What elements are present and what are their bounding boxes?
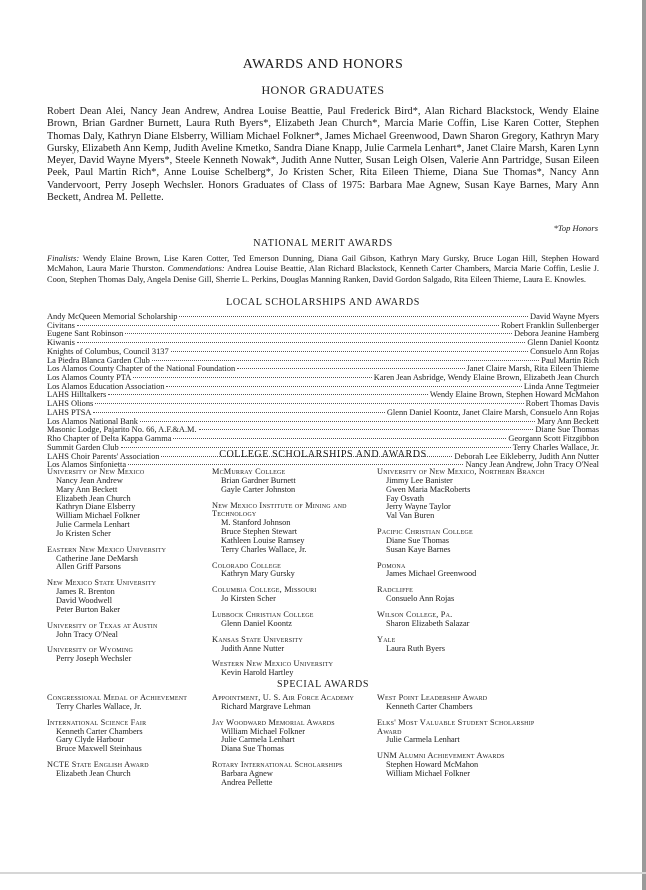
award-organization: Appointment, U. S. Air Force Academy [212,693,355,702]
award-organization: Rotary International Scholarships [212,760,343,770]
award-recipient: John Tracy O'Neal [56,629,118,639]
scholarship-row [47,391,599,400]
award-organization: Congressional Medal of Achievement [47,693,188,702]
scholarship-award: Andy McQueen Memorial Scholarship [47,312,178,321]
award-organization: University of New Mexico, Northern Branch [377,467,545,476]
award-organization: McMurray College [212,467,286,476]
award-recipient: Glenn Daniel Koontz [221,618,292,628]
top-honors-footnote: *Top Honors [553,223,598,233]
award-recipient: Diane Sue Thomas [386,535,449,545]
scholarship-recipients: Georgann Scott Fitzgibbon [508,434,599,444]
award-recipient: Diana Sue Thomas [221,744,284,754]
scholarship-recipients: Wendy Elaine Brown, Stephen Howard McMahon [429,390,599,400]
scholarship-recipients: Linda Anne Tegtmeier [523,381,599,391]
award-recipient: Gary Clyde Harbour [56,735,125,745]
scholarship-recipients: Mary Ann Beckett [537,416,599,426]
college-scholarships-heading: COLLEGE SCHOLARSHIPS AND AWARDS [219,449,427,460]
award-organization: NCTE State English Award [47,760,149,770]
award-group [377,562,547,580]
award-recipient: Val Van Buren [386,511,435,521]
award-recipient: Kenneth Carter Chambers [56,726,143,736]
special-column-1 [47,694,209,786]
award-recipient: Jerry Wayne Taylor [386,502,451,512]
award-recipient: Kathryn Diane Elsberry [56,502,136,512]
award-recipient: Kevin Harold Hartley [221,668,294,678]
award-group [377,611,547,629]
award-recipient: William Michael Folkner [386,768,470,778]
dot-leader [173,438,506,439]
dot-leader [121,447,511,448]
award-organization: Yale [377,634,396,644]
award-recipient: Richard Margrave Lehman [221,701,311,711]
scholarship-award: Los Alamos County PTA [47,373,132,383]
award-organization: University of New Mexico [47,467,145,476]
award-recipient: Sharon Elizabeth Salazar [386,618,470,628]
special-awards-heading: SPECIAL AWARDS [277,679,369,690]
scholarship-recipients: Terry Charles Wallace, Jr. [512,442,599,452]
award-group [212,660,374,678]
award-organization: Eastern New Mexico University [47,544,167,554]
award-recipient: Jo Kirsten Scher [221,594,276,604]
scholarship-award: Los Alamos County Chapter of the National Foundation [47,364,236,374]
award-group [47,719,209,754]
dot-leader [108,394,428,395]
college-column-3 [377,468,547,660]
award-recipient: Julie Carmela Lenhart [386,735,460,745]
local-scholarships-list [47,313,599,470]
award-recipient: Catherine Jane DeMarsh [56,553,139,563]
award-recipient: James R. Brenton [56,587,115,597]
college-column-2 [212,468,374,685]
award-recipient: Susan Kaye Barnes [386,544,451,554]
award-recipient: Consuelo Ann Rojas [386,594,455,604]
award-recipient: Kathleen Louise Ramsey [221,535,305,545]
scholarship-recipients: Karen Jean Asbridge, Wendy Elaine Brown, Elizabeth Jean Church [373,373,599,383]
award-group [47,646,207,664]
award-organization: UNM Alumni Achievement Awards [377,751,505,761]
scholarship-award: La Piedra Blanca Garden Club [47,355,150,365]
award-recipient: James Michael Greenwood [386,569,477,579]
award-recipient: Julie Carmela Lenhart [221,735,295,745]
award-organization: Jay Woodward Memorial Awards [212,717,335,727]
dot-leader [95,403,523,404]
award-organization: Lubbock Christian College [212,609,314,619]
award-group [377,586,547,604]
page-title: AWARDS AND HONORS [242,57,404,72]
award-recipient: Fay Osvath [386,493,425,503]
dot-leader [171,351,528,352]
award-recipient: Judith Anne Nutter [221,643,285,653]
scholarship-award: Rho Chapter of Delta Kappa Gamma [47,434,172,444]
dot-leader [199,429,534,430]
local-scholarships-heading: LOCAL SCHOLARSHIPS AND AWARDS [226,297,420,308]
scholarship-award: Kiwanis [47,338,75,348]
scholarship-award: Los Alamos Sinfonietta [47,460,127,470]
honor-graduates-list: Robert Dean Alei, Nancy Jean Andrew, Andrea Louise Beattie, Paul Frederick Bird*, Alan Richard Blackstock, Wendy Elaine Brown, Brian Gardner Burnett, Laura Ruth Byers*, Elizabeth Jean Church*, Marcia Marie Coffin, Lise Karen Cotter, Stephen Thomas Daly, Kathryn Diane Elsberry, William Michael Folkner*, James Michael Greenwood, Dawn Sharon Gregory, Kathryn Mary Gursky, Elizabeth Ann Kemp, Judith Aveline Kmetko, Sandra Diane Knapp, Julie Carmela Lenhart*, Janet Claire Marsh, Karen Lynn Meyer, David Wayne Myers*, Steele Kenneth Nowak*, Judith Anne Nutter, Susan Leigh Olsen, Valerie Ann Partridge, Susan Eileen Peek, Paul Martin Rich*, Anne Louise Schelberg*, Jo Kristen Scher, Rita Eileen Thieme, Diana Sue Thomas*, Nancy Ann Vandervoort, Perry Joseph Wechsler. Honors Graduates of Class of 1975: Barbara Mae Agnew, Susan Kaye Barnes, Mary Ann Beckett, Andrea M. Pellette. [47,106,599,204]
award-group [377,694,547,712]
award-organization: Elks' Most Valuable Student Scholarship Award [377,717,535,736]
scholarship-award: Civitans [47,320,75,330]
award-organization: New Mexico Institute of Mining and Technology [212,500,347,519]
award-organization: Kansas State University [212,634,303,644]
scholarship-recipients: Robert Thomas Davis [525,399,599,409]
scholarship-award: Summit Garden Club [47,442,119,452]
special-column-2 [212,694,374,795]
award-group [212,636,374,654]
award-recipient: Brian Gardner Burnett [221,475,296,485]
dot-leader [77,325,499,326]
dot-leader [93,412,384,413]
scholarship-recipients: David Wayne Myers [530,312,599,321]
scholarship-recipients: Glenn Daniel Koontz, Janet Claire Marsh, Consuelo Ann Rojas [386,407,599,417]
award-recipient: Nancy Jean Andrew [56,475,123,485]
award-organization: Radcliffe [377,585,414,595]
award-recipient: Bruce Stephen Stewart [221,527,298,537]
dot-leader [128,464,463,465]
award-group [212,611,374,629]
honor-graduates-heading: HONOR GRADUATES [261,83,385,97]
award-recipient: Barbara Agnew [221,768,273,778]
award-recipient: Terry Charles Wallace, Jr. [221,544,307,554]
commendations-names: Andrea Louise Beattie, Alan Richard Blackstock, Kenneth Carter Chambers, Marcia Marie Coffin, Leslie J. Coon, Stephen Thomas Daly, Angela Denise Gill, Sherrie L. Perkins, Douglas Manning Ranken, David Gordon Salgado, Rita Eileen Thieme, Laura E. Knowles. [47,264,600,284]
award-recipient: Elizabeth Jean Church [56,493,131,503]
award-recipient: Allen Griff Parsons [56,562,121,572]
page-edge-shadow [642,0,646,890]
scholarship-award: Knights of Columbus, Council 3137 [47,346,169,356]
award-organization: Columbia College, Missouri [212,585,317,595]
award-recipient: William Michael Folkner [56,511,140,521]
award-recipient: Perry Joseph Wechsler [56,654,132,664]
award-group [47,579,207,614]
award-recipient: William Michael Folkner [221,726,305,736]
scholarship-recipients: Debora Jeanine Hamberg [514,329,599,339]
dot-leader [152,360,540,361]
scholarship-recipients: Consuelo Ann Rojas [530,346,599,356]
award-group [212,502,374,555]
award-organization: Pomona [377,560,406,570]
dot-leader [237,368,464,369]
award-group [212,468,374,495]
award-group [377,468,547,521]
scholarship-award: LAHS PTSA [47,407,92,417]
special-column-3 [377,694,547,786]
dot-leader [179,316,528,317]
award-organization: West Point Leadership Award [377,693,488,702]
scholarship-recipients: Paul Martin Rich [541,355,599,365]
award-organization: International Science Fair [47,717,147,727]
award-group [47,761,209,779]
finalists-names: Wendy Elaine Brown, Lise Karen Cotter, Ted Emerson Dunning, Diana Gail Gibson, Kathryn Mary Gursky, Bruce Logan Hill, Stephen Howard McMahon, Laura Marie Thurston. [47,254,599,274]
award-recipient: Kenneth Carter Chambers [386,701,473,711]
award-group [212,694,374,712]
award-group [47,622,207,640]
dot-leader [166,386,521,387]
award-recipient: M. Stanford Johnson [221,518,291,528]
award-recipient: Mary Ann Beckett [56,484,118,494]
award-organization: Colorado College [212,560,282,570]
scholarship-award: LAHS Hilltalkers [47,390,107,400]
scholarship-recipients: Deborah Lee Eikleberry, Judith Ann Nutter [454,451,599,461]
award-organization: Western New Mexico University [212,659,334,669]
award-recipient: Andrea Pellette [221,777,273,787]
scholarship-award: LAHS Choir Parents' Association [47,451,160,461]
award-group [377,752,547,779]
award-group [377,528,547,555]
award-recipient: Julie Carmela Lenhart [56,520,130,530]
award-recipient: Bruce Maxwell Steinhaus [56,744,142,754]
award-group [47,546,207,573]
award-group [47,468,207,539]
college-column-1 [47,468,207,671]
award-recipient: Elizabeth Jean Church [56,768,131,778]
award-recipient: David Woodwell [56,595,113,605]
dot-leader [140,421,535,422]
scholarship-recipients: Nancy Jean Andrew, John Tracy O'Neal [465,460,599,470]
award-recipient: Kathryn Mary Gursky [221,569,295,579]
award-recipient: Gayle Carter Johnston [221,484,296,494]
scholarship-award: Los Alamos National Bank [47,416,138,426]
award-group [212,586,374,604]
dot-leader [77,342,525,343]
award-recipient: Stephen Howard McMahon [386,760,479,770]
dot-leader [125,333,512,334]
scholarship-award: Eugene Sant Robinson [47,329,124,339]
finalists-label: Finalists: [47,254,80,263]
scholarship-award: Masonic Lodge, Pajarito No. 66, A.F.&A.M. [47,425,197,435]
award-group [212,761,374,788]
award-group [377,719,547,746]
award-group [377,636,547,654]
award-organization: University of Wyoming [47,645,134,655]
award-organization: Pacific Christian College [377,527,473,537]
award-organization: Wilson College, Pa. [377,609,453,619]
award-group [212,719,374,754]
national-merit-text [47,254,599,285]
dot-leader [133,377,372,378]
scholarship-row [47,330,599,339]
scholarship-recipients: Janet Claire Marsh, Rita Eileen Thieme [466,364,599,374]
award-group [212,562,374,580]
award-recipient: Laura Ruth Byers [386,643,445,653]
award-recipient: Peter Burton Baker [56,604,121,614]
scholarship-recipients: Diane Sue Thomas [535,425,599,435]
award-recipient: Gwen Maria MacRoberts [386,484,471,494]
commendations-label: Commendations: [167,264,225,274]
award-recipient: Terry Charles Wallace, Jr. [56,701,142,711]
scholarship-recipients: Glenn Daniel Koontz [527,338,599,348]
scholarship-recipients: Robert Franklin Sullenberger [500,320,599,330]
award-group [47,694,209,712]
scholarship-award: Los Alamos Education Association [47,381,165,391]
award-organization: University of Texas at Austin [47,620,158,630]
scholarship-award: LAHS Olions [47,399,94,409]
award-organization: New Mexico State University [47,578,157,588]
award-recipient: Jimmy Lee Banister [386,475,453,485]
award-recipient: Jo Kristen Scher [56,528,111,538]
page-bottom-rule [0,872,646,874]
national-merit-heading: NATIONAL MERIT AWARDS [253,238,393,249]
